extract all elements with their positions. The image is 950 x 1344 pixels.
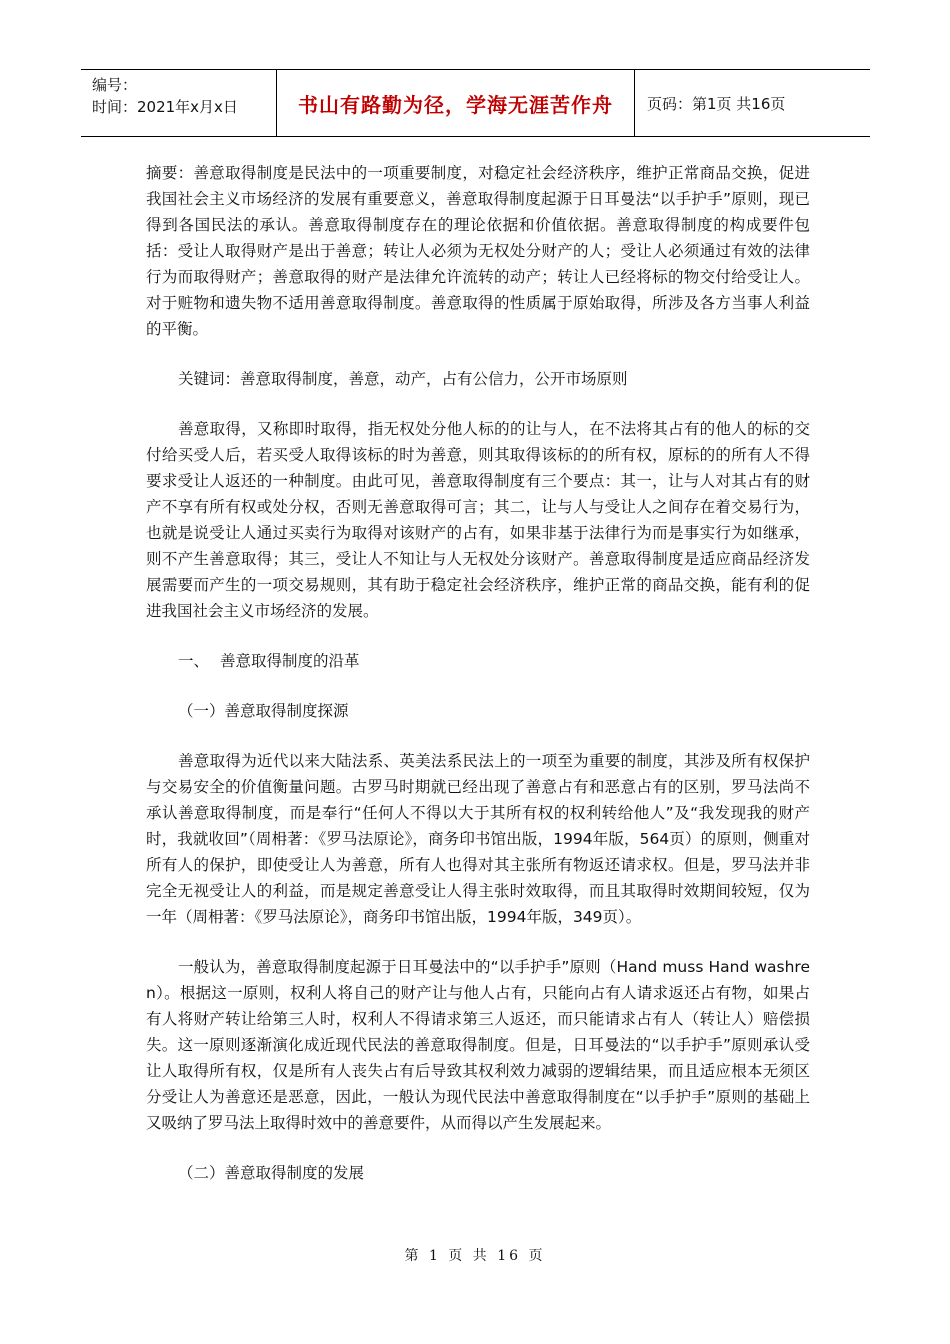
section-title: 善意取得制度的沿革 <box>220 652 360 670</box>
page-footer: 第 1 页 共 16 页 <box>404 1248 546 1264</box>
header-motto: 书山有路勤为径，学海无涯苦作舟 <box>277 70 635 136</box>
document-number-label: 编号： <box>92 76 138 94</box>
section-heading <box>146 648 810 674</box>
german-paragraph: 一般认为，善意取得制度起源于日耳曼法中的“以手护手”原则（Hand muss Hand washren）。根据这一原则，权利人将自己的财产让与他人占有，只能向占有人请求返还占有物，如果占有人将财产转让给第三人时，权利人不得请求第三人返还，而只能请求占有人（转让人）赔偿损失。这一原则逐渐演化成近现代民法的善意取得制度。但是，日耳曼法的“以手护手”原则承认受让人取得所有权，仅是所有人丧失占有后导致其权利效力减弱的逻辑结果，而且适应根本无须区分受让人为善意还是恶意，因此，一般认为现代民法中善意取得制度在“以手护手”原则的基础上又吸纳了罗马法上取得时效中的善意要件，从而得以产生发展起来。 <box>146 958 810 1132</box>
header-page-info: 页码：第1页 共16页 <box>647 94 786 113</box>
keywords-paragraph: 关键词：善意取得制度，善意，动产，占有公信力，公开市场原则 <box>178 370 628 388</box>
section-number: 一、 <box>178 652 210 670</box>
document-body <box>146 160 810 1210</box>
abstract-paragraph: 摘要：善意取得制度是民法中的一项重要制度，对稳定社会经济秩序，维护正常商品交换，促进我国社会主义市场经济的发展有重要意义，善意取得制度起源于日耳曼法“以手护手”原则，现已得到各国民法的承认。善意取得制度存在的理论依据和价值依据。善意取得制度的构成要件包括：受让人取得财产是出于善意；转让人必须为无权处分财产的人；受让人必须通过有效的法律行为而取得财产；善意取得的财产是法律允许流转的动产；转让人已经将标的物交付给受让人。对于赃物和遗失物不适用善意取得制度。善意取得的性质属于原始取得，所涉及各方当事人利益的平衡。 <box>146 164 810 338</box>
header-meta <box>81 70 277 136</box>
page-header <box>81 69 870 137</box>
intro-paragraph: 善意取得，又称即时取得，指无权处分他人标的的让与人，在不法将其占有的他人的标的交付给买受人后，若买受人取得该标的时为善意，则其取得该标的的所有权，原标的的所有人不得要求受让人返还的一种制度。由此可见，善意取得制度有三个要点：其一，让与人对其占有的财产不享有所有权或处分权，否则无善意取得可言；其二，让与人与受让人之间存在着交易行为，也就是说受让人通过买卖行为取得对该财产的占有，如果非基于法律行为而是事实行为如继承，则不产生善意取得；其三，受让人不知让与人无权处分该财产。善意取得制度是适应商品经济发展需要而产生的一项交易规则，其有助于稳定社会经济秩序，维护正常的商品交换，能有利的促进我国社会主义市场经济的发展。 <box>146 420 810 620</box>
document-date-label: 时间：2021年x月x日 <box>92 98 238 116</box>
rome-paragraph: 善意取得为近代以来大陆法系、英美法系民法上的一项至为重要的制度，其涉及所有权保护与交易安全的价值衡量问题。古罗马时期就已经出现了善意占有和恶意占有的区别，罗马法尚不承认善意取得制度，而是奉行“任何人不得以大于其所有权的权利转给他人”及“我发现我的财产时，我就收回”（周枏著：《罗马法原论》，商务印书馆出版，1994年版，564页）的原则，侧重对所有人的保护，即使受让人为善意，所有人也得对其主张所有物返还请求权。但是，罗马法并非完全无视受让人的利益，而是规定善意受让人得主张时效取得，而且其取得时效期间较短，仅为一年（周枏著：《罗马法原论》，商务印书馆出版，1994年版，349页）。 <box>146 752 810 926</box>
subsection-heading-1: （一）善意取得制度探源 <box>178 702 349 720</box>
subsection-heading-2: （二）善意取得制度的发展 <box>178 1164 365 1182</box>
